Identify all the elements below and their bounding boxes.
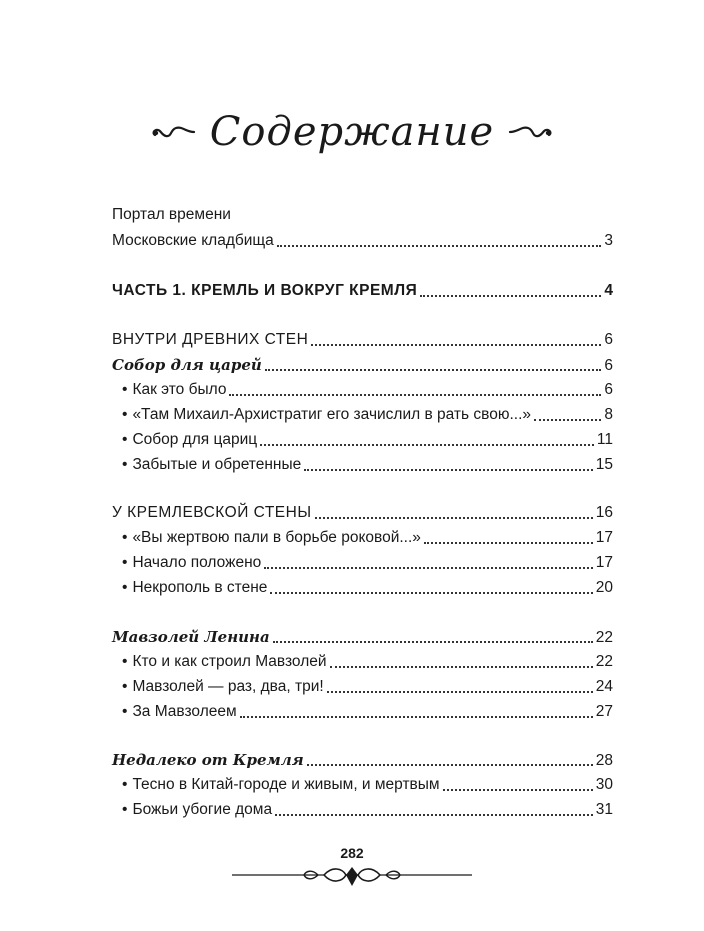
toc-entry-label: Мавзолей — раз, два, три! bbox=[132, 678, 324, 695]
toc-chapter[interactable] bbox=[112, 625, 613, 649]
toc-section-heading[interactable] bbox=[112, 328, 613, 352]
left-flourish-icon bbox=[152, 123, 196, 141]
dot-leader bbox=[265, 369, 602, 371]
toc-entry-label: Портал времени bbox=[112, 206, 231, 223]
toc-page-number: 6 bbox=[604, 357, 613, 374]
bullet-icon: • bbox=[122, 678, 128, 695]
toc-subentry[interactable] bbox=[122, 428, 613, 452]
dot-leader bbox=[260, 444, 594, 446]
toc-subentry[interactable] bbox=[122, 551, 613, 575]
toc-subentry[interactable] bbox=[122, 453, 613, 477]
toc-entry-label: Собор для цариц bbox=[132, 431, 258, 448]
toc-section-heading[interactable] bbox=[112, 501, 613, 525]
toc-entry-label: Забытые и обретенные bbox=[132, 456, 302, 473]
toc-entry-label: Некрополь в стене bbox=[132, 579, 268, 596]
toc-subentry[interactable] bbox=[122, 650, 613, 674]
toc-entry[interactable] bbox=[112, 229, 613, 253]
footer-ornament-icon bbox=[232, 862, 472, 892]
bullet-icon: • bbox=[122, 406, 128, 423]
bullet-icon: • bbox=[122, 776, 128, 793]
toc-entry-label: Собор для царей bbox=[112, 356, 262, 374]
bullet-icon: • bbox=[122, 529, 128, 546]
toc-page-number: 8 bbox=[604, 406, 613, 423]
toc-entry-label: Как это было bbox=[132, 381, 227, 398]
dot-leader bbox=[275, 814, 593, 816]
dot-leader bbox=[424, 542, 593, 544]
toc-page-number: 20 bbox=[595, 579, 613, 596]
dot-leader bbox=[229, 394, 601, 396]
toc-subentry[interactable] bbox=[122, 378, 613, 402]
toc-chapter[interactable] bbox=[112, 748, 613, 772]
toc-entry-label: Московские кладбища bbox=[112, 232, 274, 249]
toc-part-heading[interactable] bbox=[112, 279, 613, 303]
toc-subentry[interactable] bbox=[122, 700, 613, 724]
toc-subentry[interactable] bbox=[122, 403, 613, 427]
toc-page-number: 28 bbox=[595, 752, 613, 769]
dot-leader bbox=[304, 469, 593, 471]
dot-leader bbox=[315, 517, 593, 519]
dot-leader bbox=[311, 344, 601, 346]
bullet-icon: • bbox=[122, 801, 128, 818]
toc-entry-label: За Мавзолеем bbox=[132, 703, 237, 720]
dot-leader bbox=[277, 245, 602, 247]
toc-page-number: 16 bbox=[595, 504, 613, 521]
toc-page-number: 22 bbox=[595, 629, 613, 646]
toc-entry-label: Тесно в Китай-городе и живым, и мертвым bbox=[132, 776, 440, 793]
title-block bbox=[0, 104, 704, 160]
bullet-icon: • bbox=[122, 579, 128, 596]
toc-subentry[interactable] bbox=[122, 773, 613, 797]
toc-entry-label: «Там Михаил-Архистратиг его зачислил в рать свою...» bbox=[132, 406, 532, 423]
toc-page-number: 17 bbox=[595, 529, 613, 546]
toc-subentry[interactable] bbox=[122, 576, 613, 600]
toc-entry-label: ВНУТРИ ДРЕВНИХ СТЕН bbox=[112, 331, 309, 348]
bullet-icon: • bbox=[122, 703, 128, 720]
page-title: Содержание bbox=[209, 109, 495, 155]
toc-page-number: 31 bbox=[595, 801, 613, 818]
toc-entry-label: У КРЕМЛЕВСКОЙ СТЕНЫ bbox=[112, 504, 312, 521]
dot-leader bbox=[273, 641, 593, 643]
toc-page-number: 30 bbox=[595, 776, 613, 793]
toc-entry-label: Мавзолей Ленина bbox=[112, 628, 270, 646]
toc-page-number: 24 bbox=[595, 678, 613, 695]
toc-page-number: 3 bbox=[604, 232, 613, 249]
toc-entry-label: Недалеко от Кремля bbox=[112, 751, 304, 769]
page-number: 282 bbox=[340, 845, 364, 861]
toc-page-number: 22 bbox=[595, 653, 613, 670]
toc-entry-label: Начало положено bbox=[132, 554, 262, 571]
dot-leader bbox=[330, 666, 593, 668]
toc-page-number: 17 bbox=[595, 554, 613, 571]
toc-entry-label: ЧАСТЬ 1. КРЕМЛЬ И ВОКРУГ КРЕМЛЯ bbox=[112, 282, 418, 299]
toc-page-number: 11 bbox=[596, 431, 613, 448]
toc-subentry[interactable] bbox=[122, 798, 613, 822]
toc-chapter[interactable] bbox=[112, 353, 613, 377]
bullet-icon: • bbox=[122, 554, 128, 571]
toc-page-number: 6 bbox=[604, 331, 613, 348]
bullet-icon: • bbox=[122, 431, 128, 448]
toc-entry-label: Божьи убогие дома bbox=[132, 801, 273, 818]
toc-page-number: 15 bbox=[595, 456, 613, 473]
dot-leader bbox=[240, 716, 593, 718]
dot-leader bbox=[420, 295, 601, 297]
bullet-icon: • bbox=[122, 456, 128, 473]
toc-subentry[interactable] bbox=[122, 675, 613, 699]
dot-leader bbox=[534, 419, 601, 421]
toc-entry-label: Кто и как строил Мавзолей bbox=[132, 653, 327, 670]
toc-entry-label: «Вы жертвою пали в борьбе роковой...» bbox=[132, 529, 421, 546]
toc-page-number: 27 bbox=[595, 703, 613, 720]
dot-leader bbox=[264, 567, 592, 569]
toc-subentry[interactable] bbox=[122, 526, 613, 550]
toc-page-number: 6 bbox=[604, 381, 613, 398]
dot-leader bbox=[443, 789, 593, 791]
bullet-icon: • bbox=[122, 653, 128, 670]
dot-leader bbox=[270, 592, 592, 594]
dot-leader bbox=[327, 691, 593, 693]
dot-leader bbox=[307, 764, 593, 766]
right-flourish-icon bbox=[508, 123, 552, 141]
toc-page-number: 4 bbox=[604, 282, 613, 299]
bullet-icon: • bbox=[122, 381, 128, 398]
toc-entry[interactable] bbox=[112, 203, 613, 227]
